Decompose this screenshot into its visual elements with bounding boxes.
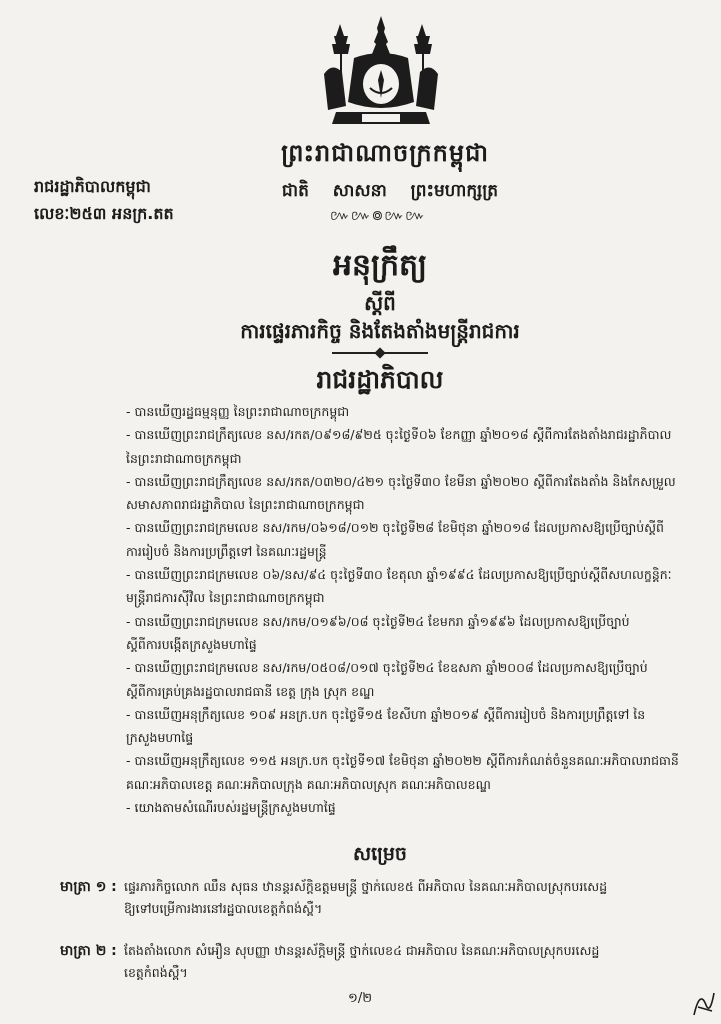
document-type: អនុក្រឹត្យ xyxy=(332,248,428,283)
reference-line: - បានឃើញព្រះរាជក្រមលេខ នស/រកម/០១៩៦/០៨ ចុះថ្ងៃទី២៤ ខែមករា ឆ្នាំ១៩៩៦ ដែលប្រកាសឱ្យប្រើច្បាប់ xyxy=(126,613,630,629)
article-2 xyxy=(60,940,710,988)
reference-line: ក្រសួងមហាផ្ទៃ xyxy=(126,730,194,746)
reference-line: - បានឃើញព្រះរាជក្រមលេខ នស/រកម/០៥០៨/០១៧ ចុះថ្ងៃទី២៤ ខែឧសភា ឆ្នាំ២០០៨ ដែលប្រកាសឱ្យប្រើច្បាប់ xyxy=(126,660,648,676)
kingdom-title: ព្រះរាជាណាចក្រកម្ពុជា xyxy=(281,139,489,167)
government-heading: រាជរដ្ឋាភិបាល xyxy=(316,365,444,394)
article-text xyxy=(124,876,710,920)
article-label: មាត្រា ១ : xyxy=(60,879,117,895)
document-number: លេខៈ២៥៣ អនក្រ.តត xyxy=(34,204,174,223)
article-line: ឱ្យទៅបម្រើការងារនៅរដ្ឋបាលខេត្តកំពង់ស្ពឺ។ xyxy=(124,901,323,916)
about-label: ស្តីពី xyxy=(364,291,396,315)
decision-heading: សម្រេច xyxy=(353,843,407,865)
reference-line: - បានឃើញអនុក្រឹត្យលេខ ១១៥ អនក្រ.បក ចុះថ្ងៃទី១៧ ខែមិថុនា ឆ្នាំ២០២២ ស្តីពីការកំណត់ចំនួនគណៈអភិបាលរាជធានី xyxy=(126,753,679,769)
article-line: ផ្ទេរភារកិច្ចលោក ឈឹន សុធន ឋានន្តរស័ក្តិឧត្តមមន្ត្រី ថ្នាក់លេខ៥ ពីអភិបាល នៃគណៈអភិបាលស្រុកបរសេដ្ឋ xyxy=(124,879,608,894)
reference-line: - បានឃើញព្រះរាជក្រឹត្យលេខ នស/រកត/០៣២០/៤២១ ចុះថ្ងៃទី៣០ ខែមីនា ឆ្នាំ២០២០ ស្តីពីការតែងតាំង និងកែសម្រួល xyxy=(126,473,676,489)
reference-line: មន្ត្រីរាជការស៊ីវិល នៃព្រះរាជាណាចក្រកម្ពុជា xyxy=(126,590,325,606)
article-line: តែងតាំងលោក សំអឿន សុបញ្ញា ឋានន្តរស័ក្តិមន្ត្រី ថ្នាក់លេខ៤ ជាអភិបាល នៃគណៈអភិបាលស្រុកបរសេដ្ឋ xyxy=(124,943,600,958)
reference-line: - បានឃើញព្រះរាជក្រមលេខ នស/រកម/០៦១៨/០១២ ចុះថ្ងៃទី២៨ ខែមិថុនា ឆ្នាំ២០១៨ ដែលប្រកាសឱ្យប្រើច្បាប់ស្តីពី xyxy=(126,520,664,536)
reference-line: ស្តីពីការបង្កើតក្រសួងមហាផ្ទៃ xyxy=(126,636,257,652)
reference-line: ការរៀបចំ និងការប្រព្រឹត្តទៅ នៃគណៈរដ្ឋមន្ត្រី xyxy=(126,543,327,559)
article-1 xyxy=(60,876,710,924)
title-divider xyxy=(332,352,428,354)
article-label: មាត្រា ២ : xyxy=(60,943,117,959)
reference-line: គណៈអភិបាលខេត្ត គណៈអភិបាលក្រុង គណៈអភិបាលស្រុក គណៈអភិបាលខណ្ឌ xyxy=(126,776,491,792)
reference-line: សមាសភាពរាជរដ្ឋាភិបាល នៃព្រះរាជាណាចក្រកម្ពុជា xyxy=(126,497,365,513)
initial-signature-icon xyxy=(690,985,718,1021)
article-line: ខេត្តកំពង់ស្ពឺ។ xyxy=(124,965,188,980)
page-number: ១/២ xyxy=(348,991,373,1006)
royal-arms-emblem-icon xyxy=(318,14,444,134)
issuing-authority: រាជរដ្ឋាភិបាលកម្ពុជា xyxy=(34,177,151,196)
ornament-divider: ៚៚៙៚៚ xyxy=(330,208,426,224)
reference-line: - បានឃើញអនុក្រឹត្យលេខ ១០៩ អនក្រ.បក ចុះថ្ងៃទី១៥ ខែសីហា ឆ្នាំ២០១៩ ស្តីពីការរៀបចំ និងការប្រព្រឹត្តទៅ នៃ xyxy=(126,706,646,722)
national-motto: ជាតិ សាសនា ព្រះមហាក្សត្រ xyxy=(281,181,499,201)
reference-line: នៃព្រះរាជាណាចក្រកម្ពុជា xyxy=(126,450,242,466)
reference-line: - បានឃើញព្រះរាជក្រឹត្យលេខ នស/រកត/០៩១៨/៩២៥ ចុះថ្ងៃទី០៦ ខែកញ្ញា ឆ្នាំ២០១៨ ស្តីពីការតែងតាំងរាជរដ្ឋាភិបាល xyxy=(126,427,672,443)
article-text xyxy=(124,940,710,984)
reference-line: - បានឃើញព្រះរាជក្រមលេខ ០៦/នស/៩៤ ចុះថ្ងៃទី៣០ ខែតុលា ឆ្នាំ១៩៩៤ ដែលប្រកាសឱ្យប្រើច្បាប់ស្តីពីសហលក្ខន្តិកៈ xyxy=(126,567,672,583)
reference-line: - បានឃើញរដ្ឋធម្មនុញ្ញ នៃព្រះរាជាណាចក្រកម្ពុជា xyxy=(126,404,350,419)
legal-references xyxy=(126,400,706,819)
document-subject: ការផ្ទេរភារកិច្ច និងតែងតាំងមន្ត្រីរាជការ xyxy=(240,319,520,343)
reference-line: - យោងតាមសំណើរបស់រដ្ឋមន្ត្រីក្រសួងមហាផ្ទៃ xyxy=(126,800,336,816)
reference-line: ស្តីពីការគ្រប់គ្រងរដ្ឋបាលរាជធានី ខេត្ត ក្រុង ស្រុក ខណ្ឌ xyxy=(126,683,375,699)
